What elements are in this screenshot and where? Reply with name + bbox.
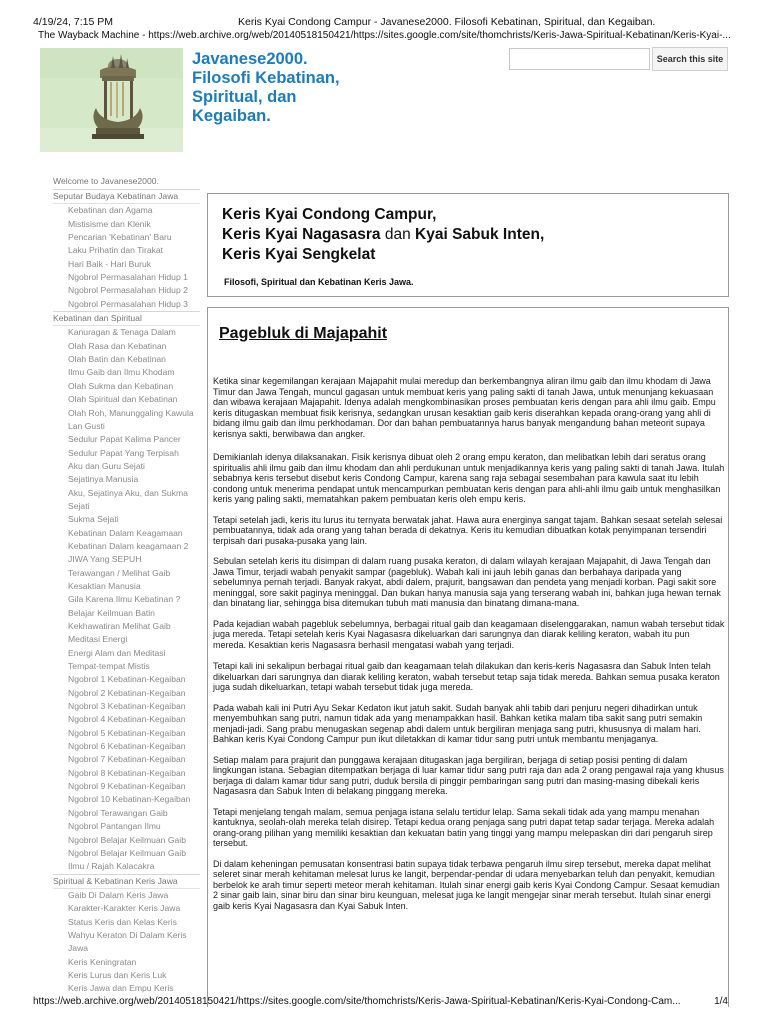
print-datetime: 4/19/24, 7:15 PM	[33, 16, 113, 28]
sidebar-item[interactable]: Sedulur Papat Kalima Pancer	[68, 434, 181, 445]
sidebar-item[interactable]: Kesaktian Manusia	[68, 580, 141, 591]
sidebar-nav	[53, 175, 200, 996]
sidebar-item[interactable]: Aku, Sejatinya Aku, dan Sukma Sejati	[68, 487, 188, 511]
sidebar-item[interactable]: Olah Batin dan Kebatinan	[68, 354, 166, 365]
sidebar-item[interactable]: Olah Roh, Manunggaling Kawula Lan Gusti	[68, 407, 194, 431]
sidebar-item[interactable]: Ngobrol Terawangan Gaib	[68, 807, 168, 818]
title-line-3: Keris Kyai Sengkelat	[222, 246, 376, 263]
sidebar-item[interactable]: Kebatinan Dalam keagamaan 2	[68, 540, 189, 551]
sidebar-item[interactable]: Keris Jawa dan Empu Keris	[68, 983, 174, 994]
article-paragraph: Sebulan setelah keris itu disimpan di dalam ruang pusaka keraton, di dalam wilayah kerajaan Majapahit, di Jawa Tengah dan Jawa Timur, terjadi wabah penyakit sampar (pagebluk). Wabah kali ini jauh lebih ganas dan berbahaya daripada yang sebelumnya pernah terjadi. Banyak rakyat, abdi dalem, prajurit, bangsawan dan pendeta yang menjadi korban. Pagi sakit sore meninggal, sore sakit paginya meninggal. Dan bukan hanya manusia saja yang terserang wabah ini, bahkan juga hewan ternak dan binatang liar, sehingga bisa ditemukan tubuh mati manusia dan binatang dimana-mana.	[213, 556, 721, 608]
sidebar-item[interactable]: Kekhawatiran Melihat Gaib	[68, 621, 171, 631]
sidebar-item[interactable]: Energi Alam dan Meditasi	[68, 647, 166, 658]
sidebar-item[interactable]: Terawangan / Melihat Gaib	[68, 567, 171, 578]
search-input[interactable]	[509, 48, 650, 70]
sidebar-item[interactable]: Hari Baik - Hari Buruk	[68, 258, 152, 269]
title-nagasasra: Keris Kyai Nagasasra	[222, 226, 381, 243]
search-button[interactable]: Search this site	[652, 47, 728, 71]
sidebar-item[interactable]: Ngobrol Permasalahan Hidup 1	[68, 272, 188, 283]
sidebar-item[interactable]: Ngobrol Belajar Keilmuan Gaib	[68, 847, 186, 858]
sidebar-item[interactable]: Karakter-Karakter Keris Jawa	[68, 903, 181, 914]
sidebar-item[interactable]: Aku dan Guru Sejati	[68, 460, 145, 471]
sidebar-item[interactable]: Wahyu Keraton Di Dalam Keris Jawa	[68, 929, 187, 954]
sidebar-item[interactable]: Ngobrol 4 Kebatinan-Kegaiban	[68, 714, 186, 725]
sidebar-item[interactable]: Olah Sukma dan Kebatinan	[68, 380, 174, 391]
sidebar-item[interactable]: Sejatinya Manusia	[68, 474, 139, 485]
sidebar-item[interactable]: Ngobrol Permasalahan Hidup 2	[68, 285, 188, 296]
title-conjunction: dan	[384, 226, 411, 243]
sidebar-item[interactable]: Ngobrol 6 Kebatinan-Kegaiban	[68, 741, 186, 752]
title-line-1: Keris Kyai Condong Campur,	[222, 206, 437, 223]
sidebar-item[interactable]: Kebatinan dan Agama	[53, 203, 200, 217]
page-title	[222, 205, 702, 265]
site-title-line: Filosofi Kebatinan,	[192, 69, 340, 87]
article-paragraph: Tetapi kali ini sekalipun berbagai ritual gaib dan keagamaan telah dilakukan dan keris-keris Nagasasra dan Sabuk Inten telah dikeluarkan dari sarungnya dan diarak keliling keraton, wabah tersebut tetap saja tidak mereda. Bahkan semua pusaka keraton juga sudah dikeluarkan, tetapi wabah tersebut tidak juga mereda.	[213, 661, 720, 692]
sidebar-item[interactable]: Ngobrol 3 Kebatinan-Kegaiban	[68, 701, 186, 712]
article-paragraph: Demikianlah idenya dilaksanakan. Fisik kerisnya dibuat oleh 2 orang empu keraton, dan melibatkan lebih dari seratus orang spiritualis ahli ilmu gaib dan ilmu khodam dan ahli perdukunan untuk menjadikannya keris yang paling sakti di tanah Jawa. Itulah sebabnya keris tersebut disebut keris Condong Campur, karena sang raja sebagai sesembahan para kawula saat itu lebih condong untuk menerima pendapat untuk mencampurkan pembuatan keris dengan para ahli-ahli ilmu gaib untuk menghasilkan keris yang paling sakti, mematahkan pakem pembuatan keris oleh empu keris.	[213, 452, 725, 504]
site-title-line: Spiritual, dan	[192, 88, 297, 106]
print-header	[33, 16, 728, 30]
article-paragraph: Pada wabah kali ini Putri Ayu Sekar Kedaton ikut jatuh sakit. Sudah banyak ahli tabib dari penjuru negeri dihadirkan untuk menyembuhkan sang putri, namun tidak ada yang menampakkan hasil. Bahkan ketika malam tiba sakit sang putri semakin menjadi-jadi. Sang prabu menugaskan segenap abdi dalem untuk bergiliran menjaga sang putri, khususnya di malam hari. Bahkan keris Kyai Condong Campur pun ikut diletakkan di kamar tidur sang putri untuk membantu menjaganya.	[213, 702, 703, 744]
article-paragraph: Pada kejadian wabah pagebluk sebelumnya, berbagai ritual gaib dan keagamaan diselenggarakan, namun wabah tersebut tidak juga mereda. Tetapi setelah keris Kyai Nagasasra dikeluarkan dari sarungnya dan diarak keliling keraton, wabah itu pun mereda. Kesaktian keris Nagasasra berhasil mengatasi wabah yang terjadi.	[213, 618, 725, 650]
print-document-title: Keris Kyai Condong Campur - Javanese2000. Filosofi Kebatinan, Spiritual, dan Kegaiban.	[238, 16, 656, 28]
article-paragraph: Tetapi setelah jadi, keris itu lurus itu ternyata berwatak jahat. Hawa aura energinya sangat tajam. Bahkan sesaat setelah selesai pembuatannya, tidak ada orang yang tahan berada di dekatnya. Keris itu kemudian dibuatkan kotak penyimpanan tersendiri terpisah dari pusaka-pusaka yang lain.	[213, 514, 723, 546]
site-title-line: Javanese2000.	[192, 50, 308, 68]
sidebar-section[interactable]: Kebatinan dan Spiritual	[53, 311, 200, 325]
sidebar-item[interactable]: Keris Keningratan	[68, 956, 137, 967]
sidebar-item[interactable]: Gila Karena Ilmu Kebatinan ?	[68, 594, 181, 605]
sidebar-item[interactable]: Mistisisme dan Klenik	[68, 218, 151, 229]
sidebar-item[interactable]: Ngobrol 5 Kebatinan-Kegaiban	[68, 727, 186, 738]
title-sabuk-inten: Kyai Sabuk Inten,	[415, 226, 545, 243]
sidebar-item[interactable]: Olah Rasa dan Kebatinan	[68, 340, 167, 351]
article-paragraph: Setiap malam para prajurit dan punggawa kerajaan ditugaskan jaga bergiliran, berjaga di setiap posisi penting di dalam lingkungan istana. Sebagian ditempatkan berjaga di luar kamar tidur sang putri raja dan ada 2 orang pengawal raja yang khusus berjaga di dalam kamar tidur sang putri, duduk bersila di pinggir pembaringan sang putri dan masing-masing dibekali keris Nagasasra dan Sabuk Inten di belakang pinggang mereka.	[213, 754, 724, 796]
sidebar-item[interactable]: Kebatinan Dalam Keagamaan	[68, 527, 183, 538]
sidebar-item[interactable]: Status Keris dan Kelas Keris	[68, 916, 177, 927]
article-paragraph: Tetapi menjelang tengah malam, semua penjaga istana selalu tertidur lelap. Sama sekali tidak ada yang mampu menahan kantuknya, seolah-olah mereka telah disirep. Tetapi kedua orang penjaga sang putri dapat tetap sadar terjaga. Mereka adalah orang-orang pilihan yang memiliki kesaktian dan kekuatan batin yang tinggi yang mampu melepaskan diri dari pengaruh sirep tersebut.	[213, 806, 715, 848]
keris-rack-icon[interactable]	[40, 48, 183, 152]
sidebar-item[interactable]: Ngobrol 1 Kebatinan-Kegaiban	[68, 674, 186, 685]
article-body	[213, 376, 725, 911]
sidebar-item[interactable]: Tempat-tempat Mistis	[68, 661, 150, 672]
sidebar-item[interactable]: JIWA Yang SEPUH	[68, 554, 142, 565]
sidebar-item[interactable]: Belajar Keilmuan Batin	[68, 607, 155, 618]
sidebar-item[interactable]: Ilmu / Rajah Kalacakra	[68, 861, 155, 872]
sidebar-item[interactable]: Meditasi Energi	[68, 634, 128, 645]
print-footer	[33, 996, 728, 1010]
sidebar-item[interactable]: Ngobrol Pantangan Ilmu	[68, 821, 161, 832]
sidebar-item[interactable]: Sedulur Papat Yang Terpisah	[68, 447, 179, 458]
sidebar-section[interactable]: Spiritual & Kebatinan Keris Jawa	[53, 874, 200, 888]
page-number: 1/4	[714, 996, 728, 1007]
sidebar-item[interactable]: Pencarian 'Kebatinan' Baru	[68, 232, 172, 243]
sidebar-item[interactable]: Ngobrol 9 Kebatinan-Kegaiban	[68, 781, 186, 792]
sidebar-item[interactable]: Sukma Sejati	[68, 514, 119, 525]
sidebar-item[interactable]: Ilmu Gaib dan Ilmu Khodam	[68, 367, 175, 378]
sidebar-item[interactable]: Ngobrol Belajar Keilmuan Gaib	[68, 834, 186, 845]
print-url: https://web.archive.org/web/20140518150421/https://sites.google.com/site/thomchrists/Keris-Jawa-Spiritual-Kebatinan/Keris-Kyai-Condong-Cam...	[33, 996, 681, 1007]
sidebar-item[interactable]: Ngobrol 10 Kebatinan-Kegaiban	[68, 794, 191, 805]
article-title: Pagebluk di Majapahit	[219, 325, 388, 342]
sidebar-item[interactable]: Ngobrol 7 Kebatinan-Kegaiban	[68, 754, 186, 765]
site-title[interactable]	[192, 50, 442, 126]
site-title-line: Kegaiban.	[192, 107, 271, 125]
sidebar-item-welcome[interactable]: Welcome to Javanese2000.	[53, 176, 159, 186]
sidebar-item[interactable]: Keris Lurus dan Keris Luk	[68, 969, 167, 980]
page-subtitle: Filosofi, Spiritual dan Kebatinan Keris Jawa.	[224, 277, 414, 287]
sidebar-item[interactable]: Olah Spiritual dan Kebatinan	[68, 394, 178, 405]
sidebar-item[interactable]: Ngobrol 2 Kebatinan-Kegaiban	[68, 687, 186, 698]
sidebar-item[interactable]: Laku Prihatin dan Tirakat	[68, 245, 164, 256]
sidebar-item[interactable]: Ngobrol 8 Kebatinan-Kegaiban	[68, 767, 186, 778]
wayback-bar[interactable]: The Wayback Machine - https://web.archive.org/web/20140518150421/https://sites.google.com/site/thomchrists/Keris-Jawa-Spiritual-Kebatinan/Keris-Kyai-...	[38, 30, 731, 41]
article-paragraph: Di dalam keheningan pemusatan konsentrasi batin supaya tidak terbawa pengaruh ilmu sirep tersebut, mereka dapat melihat seleret sinar merah kehitaman melesat lurus ke langit, berpendar-pendar di udara menyebarkan teluh dan penyakit, kemudian berbelok ke arah timur seperti meteor merah kehitaman. Itulah sinar energi gaib keris Kyai Condong Campur. Sesaat kemudian 2 sinar gaib lain, sinar biru dan sinar biru keunguan, melesat juga ke langit mengejar sinar merah tersebut. Itulah sinar energi gaib keris Kyai Nagasasra dan Kyai Sabuk Inten.	[213, 858, 720, 911]
article-paragraph: Ketika sinar kegemilangan kerajaan Majapahit mulai meredup dan berkembangnya aliran ilmu gaib dan ilmu khodam di Jawa Timur dan Jawa Tengah, muncul gagasan untuk membuat keris yang paling sakti di tanah Jawa, untuk menunjang kekuasaan dan wibawa kerajaan Majapahit. Idenya adalah mengkombinasikan proses pembuatan keris dengan para ahli ilmu gaib. Empu keris ditugaskan membuat fisik kerisnya, sedangkan urusan kesaktian gaib keris diserahkan kepada orang-orang yang ahli di bidang ilmu gaib dan ilmu perkhodaman. Dor dan bahan pembuatannya harus banyak mengandung bahan meteorit supaya kerisnya sakti, berwibawa dan angker.	[213, 376, 716, 439]
sidebar-item[interactable]: Ngobrol Permasalahan Hidup 3	[68, 298, 188, 309]
sidebar-item[interactable]: Kanuragan & Tenaga Dalam	[53, 325, 200, 339]
title-line-2	[222, 225, 702, 245]
sidebar-item[interactable]: Gaib Di Dalam Keris Jawa	[53, 888, 200, 902]
sidebar-section[interactable]: Seputar Budaya Kebatinan Jawa	[53, 189, 200, 203]
